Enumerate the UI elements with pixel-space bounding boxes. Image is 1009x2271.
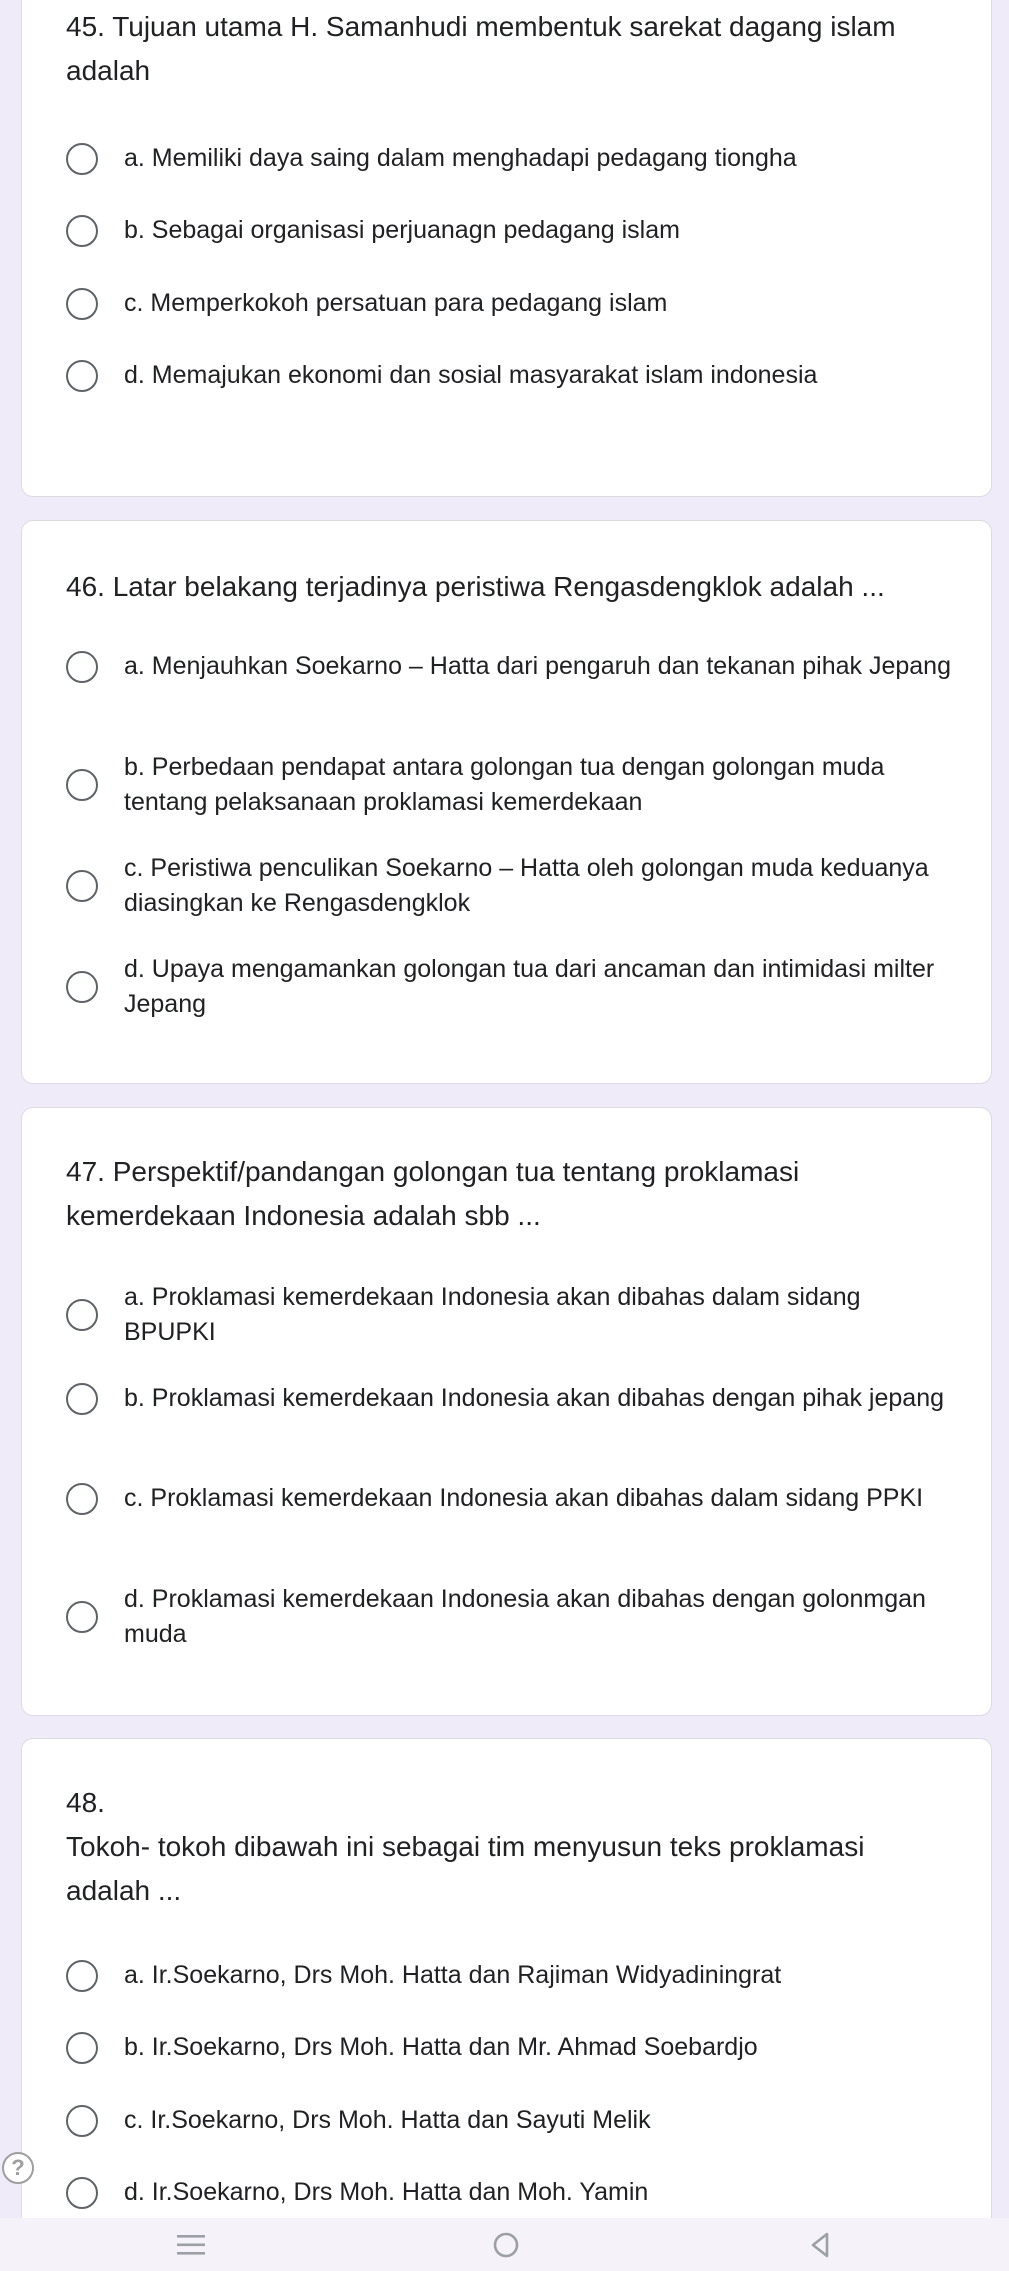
option-label: b. Proklamasi kemerdekaan Indonesia akan dibahas dengan pihak jepang: [124, 1384, 945, 1412]
question-title: 46. Latar belakang terjadinya peristiwa Rengasdengklok adalah ...: [66, 571, 885, 602]
option-label: d. Memajukan ekonomi dan sosial masyarakat islam indonesia: [124, 361, 818, 389]
option-b[interactable]: [66, 213, 951, 248]
question-card-48: [21, 1738, 992, 2258]
option-label: d. Upaya mengamankan golongan tua dari ancaman dan intimidasi milter Jepang: [124, 955, 935, 1018]
radio-button[interactable]: [66, 1299, 98, 1331]
radio-button[interactable]: [66, 971, 98, 1003]
radio-button[interactable]: [66, 2177, 98, 2209]
option-d[interactable]: [66, 2175, 951, 2210]
radio-button[interactable]: [66, 288, 98, 320]
radio-button[interactable]: [66, 2032, 98, 2064]
option-label: d. Proklamasi kemerdekaan Indonesia akan dibahas dengan golonmgan muda: [124, 1585, 926, 1648]
help-button[interactable]: ?: [2, 2152, 34, 2184]
option-d[interactable]: [66, 1582, 951, 1652]
option-label: d. Ir.Soekarno, Drs Moh. Hatta dan Moh. Yamin: [124, 2178, 649, 2206]
radio-button[interactable]: [66, 1601, 98, 1633]
radio-button[interactable]: [66, 1960, 98, 1992]
option-label: b. Perbedaan pendapat antara golongan tua dengan golongan muda tentang pelaksanaan proklamasi kemerdekaan: [124, 753, 885, 816]
option-d[interactable]: [66, 358, 951, 393]
question-title: 47. Perspektif/pandangan golongan tua tentang proklamasi kemerdekaan Indonesia adalah sbb ...: [66, 1156, 800, 1231]
option-d[interactable]: [66, 952, 951, 1022]
option-label: a. Menjauhkan Soekarno – Hatta dari pengaruh dan tekanan pihak Jepang: [124, 652, 951, 680]
recent-apps-button[interactable]: [146, 2218, 236, 2271]
option-a[interactable]: [66, 1958, 951, 1993]
question-number: 48.: [66, 1787, 105, 1818]
question-title: Tokoh- tokoh dibawah ini sebagai tim menyusun teks proklamasi adalah ...: [66, 1831, 865, 1906]
option-label: b. Ir.Soekarno, Drs Moh. Hatta dan Mr. Ahmad Soebardjo: [124, 2033, 758, 2061]
option-label: c. Peristiwa penculikan Soekarno – Hatta oleh golongan muda keduanya diasingkan ke Rengasdengklok: [124, 854, 929, 917]
radio-button[interactable]: [66, 1483, 98, 1515]
question-card-45: [21, 0, 992, 497]
option-label: a. Proklamasi kemerdekaan Indonesia akan dibahas dalam sidang BPUPKI: [124, 1283, 861, 1346]
recent-apps-icon: [175, 2232, 207, 2258]
home-button[interactable]: [461, 2218, 551, 2271]
option-label: c. Memperkokoh persatuan para pedagang islam: [124, 289, 668, 317]
radio-button[interactable]: [66, 143, 98, 175]
option-label: a. Ir.Soekarno, Drs Moh. Hatta dan Rajiman Widyadiningrat: [124, 1961, 782, 1989]
question-card-47: [21, 1107, 992, 1716]
home-icon: [490, 2229, 522, 2261]
option-b[interactable]: [66, 1381, 951, 1416]
option-label: c. Ir.Soekarno, Drs Moh. Hatta dan Sayuti Melik: [124, 2106, 651, 2134]
radio-button[interactable]: [66, 2105, 98, 2137]
radio-button[interactable]: [66, 870, 98, 902]
option-b[interactable]: [66, 2030, 951, 2065]
system-navigation-bar: [0, 2218, 1009, 2271]
radio-button[interactable]: [66, 360, 98, 392]
question-card-46: [21, 520, 992, 1084]
option-c[interactable]: [66, 851, 951, 921]
option-c[interactable]: [66, 286, 951, 321]
radio-button[interactable]: [66, 1383, 98, 1415]
question-title: 45. Tujuan utama H. Samanhudi membentuk sarekat dagang islam adalah: [66, 11, 896, 86]
option-a[interactable]: [66, 1280, 951, 1350]
radio-button[interactable]: [66, 769, 98, 801]
radio-button[interactable]: [66, 215, 98, 247]
option-label: b. Sebagai organisasi perjuanagn pedagang islam: [124, 216, 680, 244]
option-c[interactable]: [66, 1481, 951, 1516]
back-icon: [805, 2230, 835, 2260]
option-a[interactable]: [66, 141, 951, 176]
option-c[interactable]: [66, 2103, 951, 2138]
radio-button[interactable]: [66, 651, 98, 683]
back-button[interactable]: [775, 2218, 865, 2271]
option-a[interactable]: [66, 649, 951, 684]
option-label: a. Memiliki daya saing dalam menghadapi pedagang tiongha: [124, 144, 797, 172]
option-b[interactable]: [66, 750, 951, 820]
option-label: c. Proklamasi kemerdekaan Indonesia akan dibahas dalam sidang PPKI: [124, 1484, 924, 1512]
